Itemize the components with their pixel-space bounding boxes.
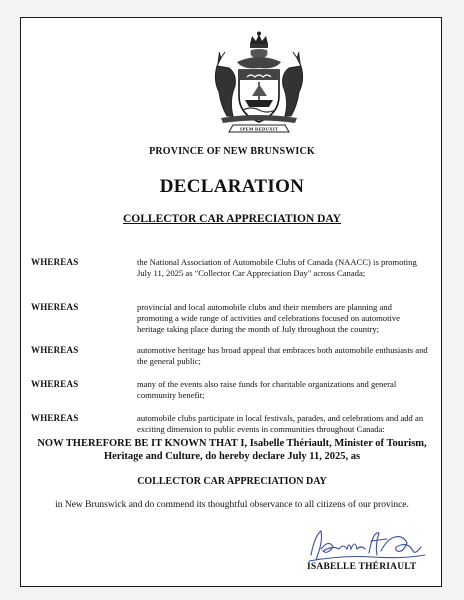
now-therefore-statement: NOW THEREFORE BE IT KNOWN THAT I, Isabelle Thériault, Minister of Tourism, Heritage and Culture, do hereby declare July 11, 2025, as [37,438,427,462]
svg-text:SPEM REDUXIT: SPEM REDUXIT [239,126,279,132]
declaration-page [20,17,442,587]
signatory-name: ISABELLE THÉRIAULT [307,562,417,572]
whereas-label: WHEREAS [31,379,79,389]
closing-statement: in New Brunswick and do commend its thoughtful observance to all citizens of our province. [55,500,409,510]
whereas-label: WHEREAS [31,345,79,355]
declaration-title: DECLARATION [159,176,305,197]
handwritten-signature [303,525,431,565]
whereas-text: automotive heritage has broad appeal that embraces both automobile enthusiasts and the general public; [137,345,428,366]
province-heading: PROVINCE OF NEW BRUNSWICK [149,146,315,157]
declared-day-name: COLLECTOR CAR APPRECIATION DAY [137,476,327,487]
declaration-subtitle: COLLECTOR CAR APPRECIATION DAY [122,213,341,225]
coat-of-arms-icon [207,30,311,138]
whereas-label: WHEREAS [31,302,79,312]
whereas-text: automobile clubs participate in local festivals, parades, and celebrations and add an exciting dimension to public events in communities throughout Canada: [137,413,424,434]
crest-graphic [207,30,311,138]
whereas-text: provincial and local automobile clubs and their members are planning and promoting a wide range of activities and celebrations focused on automotive heritage taking place during the month of July throughout the country; [137,302,400,334]
whereas-label: WHEREAS [31,257,79,267]
whereas-text: the National Association of Automobile Clubs of Canada (NAACC) is promoting July 11, 2025 as "Collector Car Appreciation Day" across Canada; [137,257,417,278]
whereas-text: many of the events also raise funds for charitable organizations and general community benefit; [137,379,397,400]
signature-image [303,525,431,565]
whereas-label: WHEREAS [31,413,79,423]
